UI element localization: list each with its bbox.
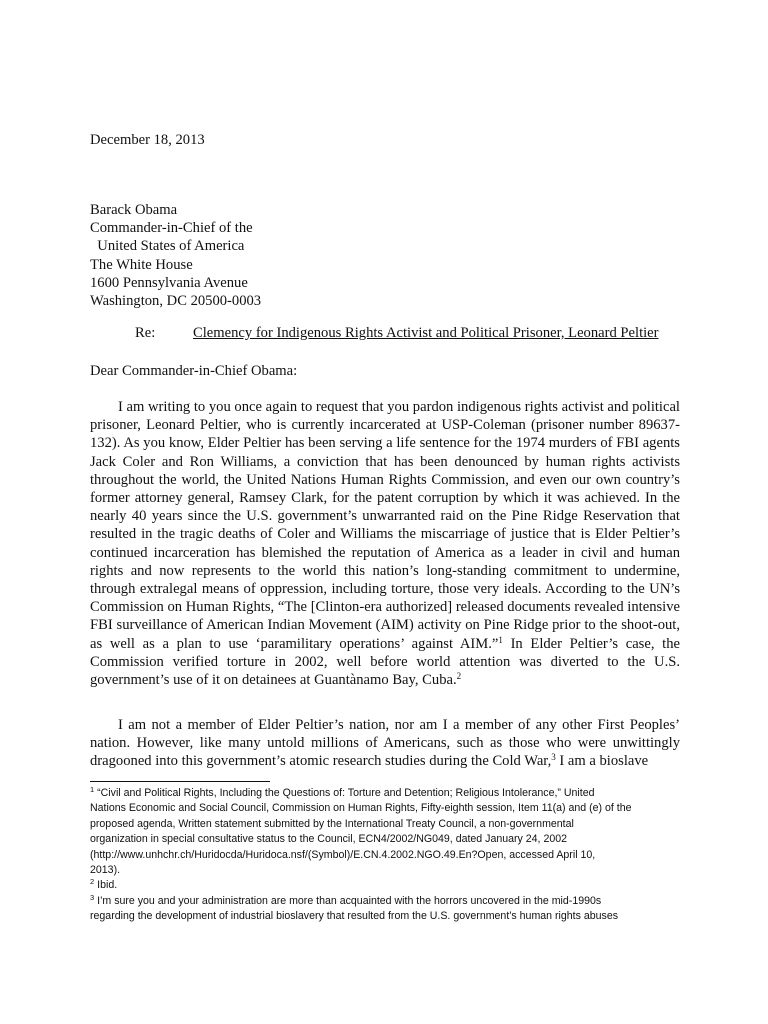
footnote-url[interactable]: (http://www.unhchr.ch/Huridocda/Huridoca.nsf/(Symbol)/E.CN.4.2002.NGO.49.En?Open, accessed April 10,	[90, 848, 596, 861]
footnote-number: 3	[90, 892, 95, 902]
footnote-ref-1[interactable]: 1	[498, 634, 503, 645]
paragraph-text: I am a bioslave	[555, 753, 649, 770]
letter-date: December 18, 2013	[90, 132, 205, 148]
footnote-number: 2	[90, 877, 95, 887]
footnote-text: I’m sure you and your administration are more than acquainted with the horrors uncovered in the mid-1990s	[97, 894, 602, 907]
footnotes	[90, 786, 680, 925]
footnote-3	[90, 894, 680, 925]
footnote-ref-3[interactable]: 3	[551, 752, 556, 763]
address-line: Commander-in-Chief of the	[90, 220, 253, 237]
footnote-text: organization in special consultative status to the Council, ECN4/2002/NG049, dated January 24, 2002	[90, 833, 568, 846]
paragraph-text: I am writing to you once again to request that you pardon indigenous rights activist and political prisoner, Leonard Peltier, who is currently incarcerated at USP-Coleman (prisoner number 89637-132). As you know, Elder Peltier has been serving a life sentence for the 1974 murders of FBI agents Jack Coler and Ron Williams, a conviction that has been denounced by human rights activists throughout the world, the United Nations Human Rights Commission, and even our own country’s former attorney general, Ramsey Clark, for the patent corruption by which it was achieved. In the nearly 40 years since the U.S. government’s unwarranted raid on the Pine Ridge Reservation that resulted in the tragic deaths of Coler and Williams the miscarriage of justice that is Elder Peltier’s continued incarceration has blemished the reputation of America as a leader in civil and human rights and now represents to the world this nation’s long-standing commitment to undermine, through extralegal means of oppression, including torture, those very ideals. According to the UN’s Commission on Human Rights, “The [Clinton-era authorized] released documents revealed intensive FBI surveillance of American Indian Movement (AIM) activity on Pine Ridge prior to the shoot-out, as well as a plan to use ‘paramilitary operations’ against AIM.”	[90, 399, 680, 652]
footnote-text: regarding the development of industrial bioslavery that resulted from the U.S. government’s human rights abuses	[90, 910, 619, 923]
footnote-1	[90, 786, 680, 878]
address-line: The White House	[90, 256, 193, 273]
footnote-divider	[90, 781, 270, 782]
footnote-text: 2013).	[90, 864, 121, 877]
body-paragraph-2	[90, 716, 680, 771]
paragraph-text: I am not a member of Elder Peltier’s nation, nor am I a member of any other First Peoples’ nation. However, like many untold millions of Americans, such as those who were unwittingly dragooned into this government’s atomic research studies during the Cold War,	[90, 717, 680, 770]
salutation: Dear Commander-in-Chief Obama:	[90, 363, 298, 379]
address-line: Barack Obama	[90, 202, 178, 218]
paragraph-text: In Elder Peltier’s case, the Commission verified torture in 2002, well before world attention was diverted to the U.S. government’s use of it on detainees at Guantànamo Bay, Cuba.	[90, 635, 680, 689]
footnote-number: 1	[90, 785, 95, 794]
address-line: 1600 Pennsylvania Avenue	[90, 274, 248, 291]
recipient-address	[90, 201, 680, 310]
footnote-text: proposed agenda, Written statement submitted by the International Treaty Council, a non-governmental	[90, 817, 574, 830]
footnote-text: Ibid.	[97, 879, 118, 892]
body-paragraph-1	[90, 398, 680, 689]
footnote-ref-2[interactable]: 2	[456, 671, 462, 682]
address-line: Washington, DC 20500-0003	[90, 293, 262, 310]
footnote-text: “Civil and Political Rights, Including the Questions of: Torture and Detention; Religious Intolerance,” United	[97, 787, 595, 799]
subject-label: Re:	[135, 325, 156, 341]
address-line: United States of America	[90, 238, 245, 255]
footnote-text: Nations Economic and Social Council, Commission on Human Rights, Fifty-eighth session, Item 11(a) and (e) of the	[90, 802, 632, 815]
subject-text: Clemency for Indigenous Rights Activist and Political Prisoner, Leonard Peltier	[193, 325, 659, 341]
footnote-2	[90, 878, 680, 893]
